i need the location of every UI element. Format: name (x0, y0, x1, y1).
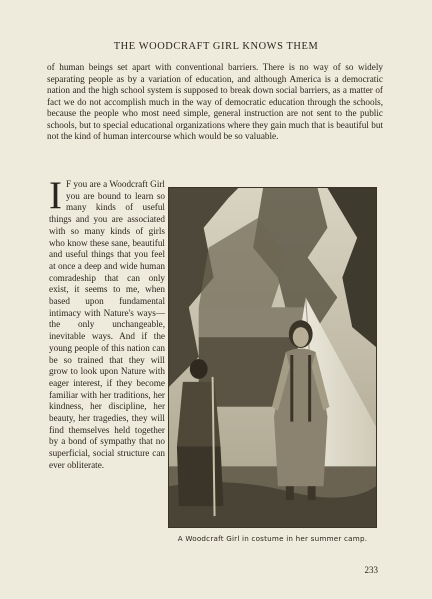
photo-illustration (169, 188, 376, 527)
body-column (49, 174, 165, 472)
drop-cap: I (49, 174, 62, 217)
running-head: THE WOODCRAFT GIRL KNOWS THEM (113, 41, 319, 52)
column-text: F you are a Woodcraft Girl you are bound to learn so many kinds of useful things and you are associated with so many kinds of girls who know these sane, beautiful and useful things that you feel at once a deep and wide human comradeship that can only exist, it seems to me, when based upon fundamental intimacy with Nature's ways—the only unchangeable, inevitable ways. And if the young people of this nation can be so trained that they will grow to look upon Nature with eager interest, if they become familiar with her traditions, her kindness, her discipline, her beauty, her tragedies, they will find themselves held together by a bond of sympathy that no superficial, social structure can ever obliterate. (49, 179, 165, 470)
page-number: 233 (364, 565, 378, 575)
photo-caption: A Woodcraft Girl in costume in her summer camp. (177, 534, 368, 543)
camp-photograph (168, 187, 377, 528)
intro-paragraph: of human beings set apart with conventional barriers. There is no way of so widely separating people as by a variation of education, and although America is a democratic nation and the high school system is supposed to break down social barriers, as a matter of fact we do not accomplish much in the way of democratic education through the schools, because the people who most need simple, general instruction are not sent to the public schools, but to special educational organizations where they gain much that is beautiful but not the kind of human intercourse which would be so valuable. (47, 62, 383, 141)
